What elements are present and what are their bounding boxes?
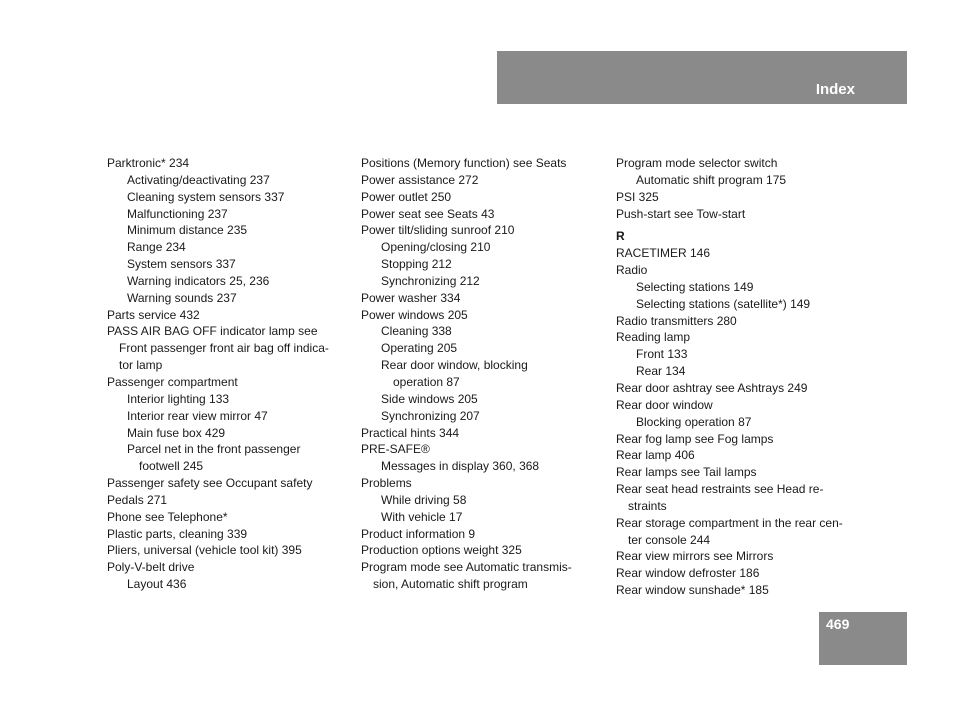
index-subentry: Range 234 [127, 240, 186, 255]
index-subentry: Interior rear view mirror 47 [127, 408, 268, 423]
page-number-box [819, 612, 907, 665]
index-entry: Rear window defroster 186 [616, 566, 760, 581]
index-subentry-continuation: operation 87 [393, 374, 460, 389]
index-subentry: Activating/deactivating 237 [127, 172, 270, 187]
index-entry: Rear door ashtray see Ashtrays 249 [616, 380, 808, 395]
index-entry-continuation: straints [628, 498, 667, 513]
index-subentry-continuation: footwell 245 [139, 459, 204, 474]
index-subentry: Selecting stations 149 [636, 279, 754, 294]
index-entry: Passenger safety see Occupant safety [107, 476, 313, 491]
index-entry: Phone see Telephone* [107, 509, 228, 524]
index-entry: Program mode see Automatic transmis- [361, 560, 572, 575]
index-entry: Practical hints 344 [361, 425, 460, 440]
index-entry: Rear lamp 406 [616, 448, 695, 463]
index-entry: Rear door window [616, 397, 713, 412]
index-subentry: Interior lighting 133 [127, 391, 230, 406]
index-subentry: System sensors 337 [127, 257, 236, 272]
index-entry: Passenger compartment [107, 374, 238, 389]
index-subentry: Warning sounds 237 [127, 290, 237, 305]
index-subentry: Selecting stations (satellite*) 149 [636, 296, 811, 311]
index-entry: Radio transmitters 280 [616, 313, 737, 328]
index-entry: Rear fog lamp see Fog lamps [616, 431, 774, 446]
index-entry: Power washer 334 [361, 290, 461, 305]
index-entry-continuation: ter console 244 [628, 532, 711, 547]
index-subentry: Warning indicators 25, 236 [127, 273, 270, 288]
index-entry: Power seat see Seats 43 [361, 206, 495, 221]
index-entry: PASS AIR BAG OFF indicator lamp see [107, 324, 318, 339]
index-entry: Positions (Memory function) see Seats [361, 156, 567, 170]
index-subentry: Messages in display 360, 368 [381, 459, 540, 474]
index-subentry: Synchronizing 207 [381, 408, 480, 423]
index-subentry: With vehicle 17 [381, 509, 463, 524]
index-entry: Product information 9 [361, 526, 476, 541]
index-entry: Production options weight 325 [361, 543, 522, 558]
index-entry: Power assistance 272 [361, 172, 479, 187]
index-entry: Rear view mirrors see Mirrors [616, 549, 774, 564]
index-subentry: Blocking operation 87 [636, 414, 752, 429]
index-entry: Push-start see Tow-start [616, 206, 746, 221]
index-subentry: Synchronizing 212 [381, 273, 480, 288]
index-entry: Pedals 271 [107, 492, 168, 507]
index-subentry: Malfunctioning 237 [127, 206, 228, 221]
index-entry: Parts service 432 [107, 307, 200, 322]
page-number: 469 [826, 616, 850, 632]
index-entry: Radio [616, 263, 648, 278]
index-entry: PRE-SAFE® [361, 442, 430, 457]
index-subentry: While driving 58 [381, 492, 467, 507]
index-column-1 [107, 155, 357, 593]
index-entry: Power windows 205 [361, 307, 468, 322]
index-subentry: Automatic shift program 175 [636, 172, 787, 187]
index-column-3 [616, 155, 866, 599]
header-bar [497, 51, 907, 104]
index-entry: Reading lamp [616, 330, 691, 345]
index-subentry: Main fuse box 429 [127, 425, 226, 440]
index-entry: Rear seat head restraints see Head re- [616, 482, 824, 497]
page-title: Index [815, 81, 855, 98]
index-subentry: Rear door window, blocking [381, 358, 528, 373]
index-subentry: Layout 436 [127, 577, 187, 592]
index-entry: Rear storage compartment in the rear cen- [616, 515, 843, 530]
index-entry: Problems [361, 476, 412, 491]
index-entry: PSI 325 [616, 189, 659, 204]
index-entry: Power tilt/sliding sunroof 210 [361, 223, 515, 238]
index-column-2 [361, 155, 611, 593]
index-entry: Parktronic* 234 [107, 156, 190, 170]
index-entry-continuation: Front passenger front air bag off indica- [119, 341, 329, 356]
index-letter-heading: R [616, 229, 625, 244]
index-entry: Rear lamps see Tail lamps [616, 465, 757, 480]
index-subentry: Parcel net in the front passenger [127, 442, 301, 457]
index-subentry: Cleaning 338 [381, 324, 452, 339]
index-subentry: Side windows 205 [381, 391, 478, 406]
index-entry: RACETIMER 146 [616, 246, 711, 261]
index-entry: Poly-V-belt drive [107, 560, 195, 575]
index-subentry: Operating 205 [381, 341, 458, 356]
index-subentry: Front 133 [636, 347, 688, 362]
index-subentry: Rear 134 [636, 364, 686, 379]
index-entry-continuation: sion, Automatic shift program [373, 577, 528, 592]
index-subentry: Minimum distance 235 [127, 223, 248, 238]
index-entry: Plastic parts, cleaning 339 [107, 526, 248, 541]
index-subentry: Stopping 212 [381, 257, 452, 272]
index-entry: Program mode selector switch [616, 156, 778, 170]
index-entry-continuation: tor lamp [119, 358, 163, 373]
index-entry: Pliers, universal (vehicle tool kit) 395 [107, 543, 302, 558]
index-entry: Rear window sunshade* 185 [616, 583, 769, 598]
index-entry: Power outlet 250 [361, 189, 452, 204]
index-subentry: Opening/closing 210 [381, 240, 491, 255]
index-subentry: Cleaning system sensors 337 [127, 189, 285, 204]
